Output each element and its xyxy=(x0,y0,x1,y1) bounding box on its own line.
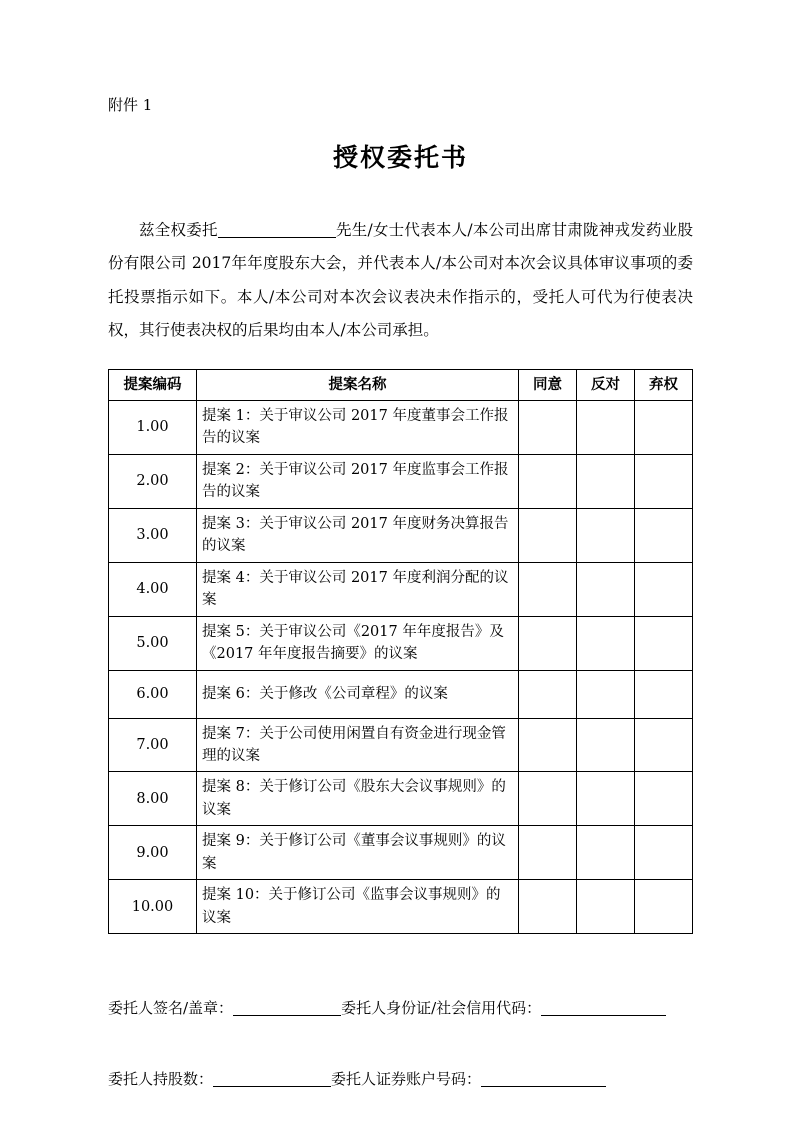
proposal-name: 提案 6：关于修改《公司章程》的议案 xyxy=(197,670,519,718)
table-row xyxy=(109,508,693,562)
vote-against-cell[interactable] xyxy=(577,616,635,670)
proposal-code: 10.00 xyxy=(109,880,197,934)
vote-agree-cell[interactable] xyxy=(519,880,577,934)
vote-against-cell[interactable] xyxy=(577,718,635,772)
vote-against-cell[interactable] xyxy=(577,670,635,718)
signature-label-shares: 委托人持股数： xyxy=(108,1070,214,1089)
table-row xyxy=(109,562,693,616)
principal-name-blank[interactable] xyxy=(218,237,336,238)
vote-abstain-cell[interactable] xyxy=(635,562,693,616)
table-row xyxy=(109,400,693,454)
table-row xyxy=(109,772,693,826)
column-header-agree: 同意 xyxy=(519,370,577,401)
signature-label-account: 委托人证券账户号码： xyxy=(331,1070,482,1089)
signature-account-blank[interactable] xyxy=(481,1086,606,1087)
column-header-name: 提案名称 xyxy=(197,370,519,401)
vote-abstain-cell[interactable] xyxy=(635,454,693,508)
column-header-abstain: 弃权 xyxy=(635,370,693,401)
vote-agree-cell[interactable] xyxy=(519,826,577,880)
vote-abstain-cell[interactable] xyxy=(635,508,693,562)
proposal-name: 提案 4：关于审议公司 2017 年度利润分配的议案 xyxy=(197,562,519,616)
table-row xyxy=(109,826,693,880)
signature-name-blank[interactable] xyxy=(233,1015,341,1016)
table-row xyxy=(109,616,693,670)
vote-abstain-cell[interactable] xyxy=(635,718,693,772)
proposal-code: 3.00 xyxy=(109,508,197,562)
vote-against-cell[interactable] xyxy=(577,400,635,454)
proposal-code: 1.00 xyxy=(109,400,197,454)
column-header-against: 反对 xyxy=(577,370,635,401)
proposal-code: 4.00 xyxy=(109,562,197,616)
attachment-label: 附件 1 xyxy=(108,96,153,114)
vote-against-cell[interactable] xyxy=(577,508,635,562)
proposal-code: 2.00 xyxy=(109,454,197,508)
proposal-name: 提案 10：关于修订公司《监事会议事规则》的议案 xyxy=(197,880,519,934)
paragraph-part-1: 兹全权委托 xyxy=(139,221,218,239)
vote-agree-cell[interactable] xyxy=(519,508,577,562)
signature-shares-blank[interactable] xyxy=(213,1086,331,1087)
signature-label-name: 委托人签名/盖章： xyxy=(108,999,234,1018)
page-title: 授权委托书 xyxy=(332,143,468,172)
vote-agree-cell[interactable] xyxy=(519,400,577,454)
vote-abstain-cell[interactable] xyxy=(635,670,693,718)
vote-agree-cell[interactable] xyxy=(519,772,577,826)
vote-agree-cell[interactable] xyxy=(519,616,577,670)
vote-against-cell[interactable] xyxy=(577,880,635,934)
vote-against-cell[interactable] xyxy=(577,772,635,826)
proposal-code: 5.00 xyxy=(109,616,197,670)
proposal-code: 6.00 xyxy=(109,670,197,718)
vote-agree-cell[interactable] xyxy=(519,670,577,718)
authorization-paragraph xyxy=(108,214,693,347)
proposals-table xyxy=(108,369,693,934)
vote-abstain-cell[interactable] xyxy=(635,616,693,670)
vote-against-cell[interactable] xyxy=(577,562,635,616)
vote-abstain-cell[interactable] xyxy=(635,880,693,934)
vote-against-cell[interactable] xyxy=(577,454,635,508)
table-header-row xyxy=(109,370,693,401)
proposal-name: 提案 8：关于修订公司《股东大会议事规则》的议案 xyxy=(197,772,519,826)
column-header-code: 提案编码 xyxy=(109,370,197,401)
table-row xyxy=(109,670,693,718)
proposal-name: 提案 9：关于修订公司《董事会议事规则》的议案 xyxy=(197,826,519,880)
table-row xyxy=(109,718,693,772)
signature-row-2 xyxy=(108,1063,693,1096)
vote-agree-cell[interactable] xyxy=(519,454,577,508)
proposal-name: 提案 3：关于审议公司 2017 年度财务决算报告的议案 xyxy=(197,508,519,562)
proposal-code: 9.00 xyxy=(109,826,197,880)
signature-label-id: 委托人身份证/社会信用代码： xyxy=(341,999,542,1018)
proposal-code: 7.00 xyxy=(109,718,197,772)
vote-agree-cell[interactable] xyxy=(519,718,577,772)
proposal-name: 提案 1：关于审议公司 2017 年度董事会工作报告的议案 xyxy=(197,400,519,454)
proposal-name: 提案 5：关于审议公司《2017 年年度报告》及《2017 年年度报告摘要》的议案 xyxy=(197,616,519,670)
vote-against-cell[interactable] xyxy=(577,826,635,880)
proposal-name: 提案 2：关于审议公司 2017 年度监事会工作报告的议案 xyxy=(197,454,519,508)
vote-abstain-cell[interactable] xyxy=(635,400,693,454)
table-row xyxy=(109,880,693,934)
signature-id-blank[interactable] xyxy=(541,1015,666,1016)
signature-row-1 xyxy=(108,992,693,1025)
table-row xyxy=(109,454,693,508)
proposal-code: 8.00 xyxy=(109,772,197,826)
vote-abstain-cell[interactable] xyxy=(635,772,693,826)
paragraph-part-2: 先生/女士代表本人/本公司出席甘肃陇神戎发药业股份有限公司 2017年年度股东大会，并代表本人/本公司对本次会议具体审议事项的委托投票指示如下。本人/本公司对本次会议表决未作指示的，受托人可代为行使表决权，其行使表决权的后果均由本人/本公司承担。 xyxy=(108,221,693,339)
vote-abstain-cell[interactable] xyxy=(635,826,693,880)
vote-agree-cell[interactable] xyxy=(519,562,577,616)
signature-block xyxy=(108,992,693,1096)
proposal-name: 提案 7：关于公司使用闲置自有资金进行现金管理的议案 xyxy=(197,718,519,772)
